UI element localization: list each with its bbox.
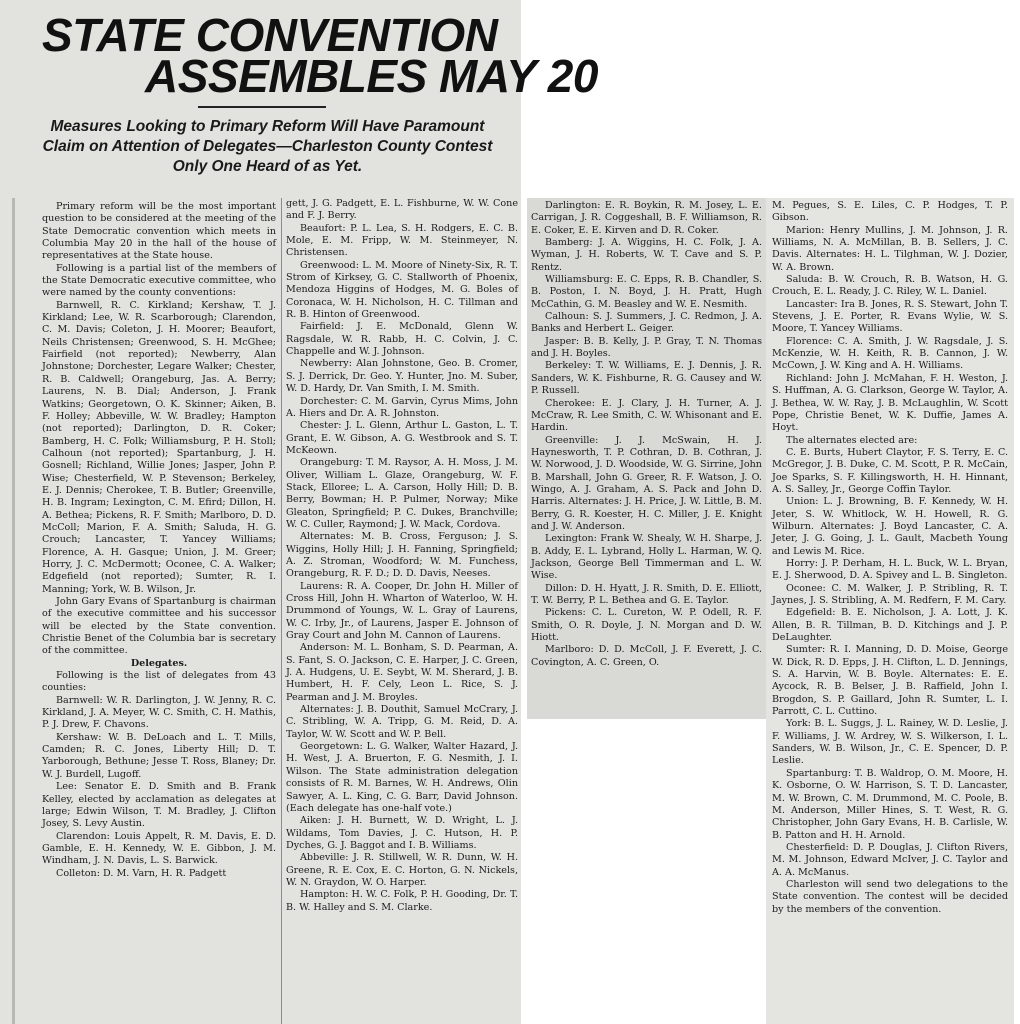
paragraph: Fairfield: J. E. McDonald, Glenn W. Ragsdale, W. R. Rabb, H. C. Colvin, J. C. Chappelle and W. J. Johnson. (286, 321, 518, 358)
paragraph: Greenville: J. J. McSwain, H. J. Haynesworth, T. P. Cothran, D. B. Cothran, J. W. Norwood, J. D. Woodside, W. G. Sirrine, John B. Marshall, John G. Greer, R. F. Watson, J. O. Wingo, A. J. Graham, A. S. Pack and John D. Harris. Alternates: J. H. Price, J. W. Little, B. M. Berry, G. R. Koester, H. C. Miller, J. E. Knight and J. W. Anderson. (531, 434, 762, 532)
paragraph: Saluda: B. W. Crouch, R. B. Watson, H. G. Crouch, E. L. Ready, J. C. Riley, W. L. Daniel. (772, 274, 1008, 298)
paragraph: Following is a partial list of the members of the State Democratic executive committee, who were named by the county conventions: (42, 262, 276, 299)
paragraph: Spartanburg: T. B. Waldrop, O. M. Moore, H. K. Osborne, O. W. Harrison, S. T. D. Lancaster, M. W. Brown, C. M. Drummond, M. C. Poole, B. M. Anderson, Miller Hines, S. T. West, R. G. Christopher, John Gary Evans, H. B. Carlisle, W. B. Patton and H. H. Arnold. (772, 767, 1008, 841)
paragraph: Hampton: H. W. C. Folk, P. H. Gooding, Dr. T. B. W. Halley and S. M. Clarke. (286, 889, 518, 913)
paragraph: Colleton: D. M. Varn, H. R. Padgett (56, 867, 227, 879)
paragraph: Sumter: R. I. Manning, D. D. Moise, George W. Dick, R. D. Epps, J. H. Clifton, L. D. Jennings, S. A. Harvin, W. B. Boyle. Alternates: E. E. Aycock, R. B. Belser, J. B. Raffield, John I. Brogdon, S. P. Gaillard, John R. Sumter, L. I. Parrott, C. L. Cuttino. (772, 644, 1008, 718)
paragraph: Charleston will send two delegations to the State convention. The contest will be decided by the members of the convention. (772, 878, 1008, 915)
paragraph: York: B. L. Suggs, J. L. Rainey, W. D. Leslie, J. F. Williams, J. W. Ardrey, W. S. Wilkerson, I. L. Sanders, W. B. Wilson, Jr., C. E. Spencer, D. P. Leslie. (772, 718, 1008, 767)
paragraph: Greenwood: L. M. Moore of Ninety-Six, R. T. Strom of Kirksey, G. C. Stallworth of Phoenix, Mendoza Higgins of Hodges, M. G. Boles of Coronaca, W. H. Nicholson, H. C. Tillman and R. B. Hinton of Greenwood. (286, 259, 518, 321)
paragraph: Dillon: D. H. Hyatt, J. R. Smith, D. E. Elliott, T. W. Berry, P. L. Bethea and G. E. Taylor. (531, 582, 762, 606)
paragraph: Williamsburg: E. C. Epps, R. B. Chandler, S. B. Poston, I. N. Boyd, J. H. Pratt, Hugh McCathin, G. M. Beasley and W. E. Nesmith. (531, 274, 762, 310)
paragraph: Abbeville: J. R. Stillwell, W. R. Dunn, W. H. Greene, R. E. Cox, E. C. Horton, G. N. Nickels, W. N. Graydon, W. O. Harper. (286, 852, 518, 888)
paragraph: Bamberg: J. A. Wiggins, H. C. Folk, J. A. Wyman, J. H. Roberts, W. T. Cave and S. P. Rentz. (531, 237, 762, 273)
section-heading: Delegates. (130, 657, 188, 669)
paragraph: Horry: J. P. Derham, H. L. Buck, W. L. Bryan, E. J. Sherwood, D. A. Spivey and L. B. Singleton. (772, 557, 1008, 582)
paragraph: Dorchester: C. M. Garvin, Cyrus Mims, John A. Hiers and Dr. A. R. Johnston. (286, 395, 518, 419)
paragraph: C. E. Burts, Hubert Claytor, F. S. Terry, E. C. McGregor, J. B. Duke, C. M. Scott, P. R. McCain, Joe Sparks, S. F. Killingsworth, H. H. Hinnant, A. S. Salley, Jr., George Coffin Taylor. (772, 446, 1008, 495)
paragraph: Alternates: J. B. Douthit, Samuel McCrary, J. C. Stribling, W. A. Tripp, G. M. Reid, D. A. Taylor, W. W. Scott and W. P. Bell. (286, 704, 518, 740)
article-column-1 (42, 201, 276, 1024)
headline-line-2: ASSEMBLES MAY 20 (145, 50, 598, 102)
paragraph: Lancaster: Ira B. Jones, R. S. Stewart, John T. Stevens, J. E. Porter, R. Evans Wylie, W. S. Moore, T. Yancey Williams. (772, 298, 1008, 335)
paragraph: M. Pegues, S. E. Liles, C. P. Hodges, T. P. Gibson. (772, 200, 1008, 224)
paragraph: Richland: John J. McMahan, F. H. Weston, J. S. Huffman, A. G. Clarkson, George W. Taylor, A. J. Bethea, W. W. Ray, J. B. McLaughlin, W. Scott Pope, Christie Benet, W. K. Duffie, James A. Hoyt. (772, 372, 1008, 434)
headline-line-1: STATE CONVENTION (42, 9, 498, 61)
paragraph: gett, J. G. Padgett, E. L. Fishburne, W. W. Cone and F. J. Berry. (286, 198, 518, 222)
paragraph: Darlington: E. R. Boykin, R. M. Josey, L. E. Carrigan, J. R. Coggeshall, B. F. Williamson, R. E. Coker, E. E. Kirven and D. R. Coker. (531, 200, 762, 236)
paragraph: Chester: J. L. Glenn, Arthur L. Gaston, L. T. Grant, E. W. Gibson, A. G. Westbrook and S. T. McKeown. (286, 420, 518, 456)
paragraph: Anderson: M. L. Bonham, S. D. Pearman, A. S. Fant, S. O. Jackson, C. E. Harper, J. C. Green, J. A. Hudgens, U. E. Seybt, W. M. Sherard, J. B. Humbert, H. F. Cely, Leon L. Rice, S. J. Pearman and J. M. Broyles. (286, 642, 518, 703)
paragraph: Clarendon: Louis Appelt, R. M. Davis, E. D. Gamble, E. H. Kennedy, W. E. Gibbon, J. M. Windham, J. N. Davis, L. S. Barwick. (42, 830, 276, 867)
paragraph: Barnwell, R. C. Kirkland; Kershaw, T. J. Kirkland; Lee, W. R. Scarborough; Clarendon, C. M. Davis; Coleton, J. H. Moorer; Beaufort, Neils Christensen; Greenwood, S. H. McGhee; Fairfield (not reported); Newberry, Alan Johnstone; Dorchester, Legare Walker; Chester, R. B. Caldwell; Orangeburg, Jas. A. Berry; Laurens, N. B. Dial; Anderson, J. Frank Watkins; Georgetown, O. K. Skinner; Aiken, B. F. Holley; Abbeville, W. W. Bradley; Hampton (not reported); Darlington, D. R. Coker; Bamberg, H. C. Folk; Williamsburg, P. H. Stoll; Calhoun (not reported); Spartanburg, J. H. Gosnell; Richland, Willie Jones; Jasper, John P. Wise; Chesterfield, W. P. Stevenson; Berkeley, E. J. Dennis; Cherokee, T. B. Butler; Greenville, H. B. Ingram; Lexington, C. M. Efird; Dillon, H. A. Bethea; Pickens, R. F. Smith; Marlboro, D. D. McColl; Marion, F. A. Smith; Saluda, H. G. Crouch; Lancaster, T. Yancey Williams; Florence, A. H. Gasque; Union, J. M. Greer; Horry, J. C. McDermott; Oconee, C. A. Walker; Edgefield (not reported); Sumter, R. I. Manning; York, W. B. Wilson, Jr. (42, 299, 276, 595)
paragraph: Laurens: R. A. Cooper, Dr. John H. Miller of Cross Hill, John H. Wharton of Waterloo, W. H. Drummond of Youngs, W. L. Gray of Laurens, W. C. Irby, Jr., of Laurens, Jasper E. Johnson of Gray Court and John M. Cannon of Laurens. (286, 580, 518, 642)
headline-divider (198, 106, 326, 108)
paragraph: Following is the list of delegates from 43 counties: (42, 670, 276, 694)
paragraph: Barnwell: W. R. Darlington, J. W. Jenny, R. C. Kirkland, J. A. Meyer, W. C. Smith, C. H. Mathis, P. J. Drew, F. Chavons. (42, 694, 276, 731)
article-column-2 (286, 198, 518, 1024)
article-clipping-right (766, 198, 1014, 1024)
article-column-4 (772, 200, 1008, 1022)
paragraph: Chesterfield: D. P. Douglas, J. Clifton Rivers, M. M. Johnson, Edward McIver, J. C. Taylor and A. A. McManus. (772, 841, 1008, 878)
paragraph: Orangeburg: T. M. Raysor, A. H. Moss, J. M. Oliver, William L. Glaze, Orangeburg, W. F. Stack, Elloree; L. A. Carson, Holly Hill; D. B. Berry, Bowman; H. P. Pulmer, Norway; Mike Gleaton, Springfield; P. C. Dukes, Branchville; W. C. Culler, Raymond; J. W. Mack, Cordova. (286, 457, 518, 530)
paragraph: Florence: C. A. Smith, J. W. Ragsdale, J. S. McKenzie, W. H. Keith, R. B. Cannon, J. W. McCown, J. W. King and A. H. Williams. (772, 335, 1008, 372)
paragraph: Kershaw: W. B. DeLoach and L. T. Mills, Camden; R. C. Jones, Liberty Hill; D. T. Yarborough, Bethune; Jesse T. Ross, Blaney; Dr. W. J. Burdell, Lugoff. (42, 731, 276, 780)
paragraph: Calhoun: S. J. Summers, J. C. Redmon, J. A. Banks and Herbert L. Geiger. (531, 311, 762, 335)
page-fold-shadow (12, 198, 15, 1024)
paragraph: The alternates elected are: (786, 434, 918, 446)
paragraph: Aiken: J. H. Burnett, W. D. Wright, L. J. Wildams, Tom Davies, J. C. Hutson, H. P. Dyches, G. J. Baggot and I. B. Williams. (286, 815, 518, 851)
paragraph: Union: L. J. Browning, B. F. Kennedy, W. H. Jeter, S. W. Whitlock, W. H. Howell, R. G. Wilburn. Alternates: J. Boyd Lancaster, C. A. Jeter, J. G. Going, J. L. Gault, Macbeth Young and Lewis M. Rice. (772, 496, 1008, 557)
paragraph: Pickens: C. L. Cureton, W. P. Odell, R. F. Smith, O. R. Doyle, J. N. Morgan and D. W. Hiott. (531, 607, 762, 644)
paragraph: Georgetown: L. G. Walker, Walter Hazard, J. H. West, J. A. Bruerton, F. G. Nesmith, J. I. Wilson. The State administration delegation consists of R. M. Barnes, W. H. Andrews, Olin Sawyer, A. L. King, C. G. Barr, David Johnson. (Each delegate has one-half vote.) (286, 741, 518, 814)
paragraph: Oconee: C. M. Walker, J. P. Stribling, R. T. Jaynes, J. S. Stribling, A. M. Redfern, F. M. Cary. (772, 582, 1008, 606)
paragraph: Cherokee: E. J. Clary, J. H. Turner, A. J. McCraw, R. Lee Smith, C. W. Whisonant and E. Hardin. (531, 397, 762, 434)
paragraph: Jasper: B. B. Kelly, J. P. Gray, T. N. Thomas and J. H. Boyles. (531, 335, 762, 360)
subheadline-deck: Measures Looking to Primary Reform Will Have Paramount Claim on Attention of Delegates—Charleston County Contest Only One Heard of as Yet. (42, 118, 493, 175)
paragraph: Beaufort: P. L. Lea, S. H. Rodgers, E. C. B. Mole, E. M. Fripp, W. M. Steinmeyer, N. Christensen. (286, 222, 518, 259)
paragraph: Marion: Henry Mullins, J. M. Johnson, J. R. Williams, N. A. McMillan, B. B. Sellers, J. C. Davis. Alternates: H. L. Tilghman, W. J. Dozier, W. A. Brown. (772, 224, 1008, 273)
paragraph: Marlboro: D. D. McColl, J. F. Everett, J. C. Covington, A. C. Green, O. (531, 644, 762, 668)
paragraph: Lexington: Frank W. Shealy, W. H. Sharpe, J. B. Addy, E. L. Lybrand, Holly L. Harman, W. Q. Jackson, George Bell Timmerman and L. W. Wise. (531, 533, 762, 582)
paragraph: John Gary Evans of Spartanburg is chairman of the executive committee and his successor will be elected by the State convention. Christie Benet of the Columbia bar is secretary of the committee. (42, 596, 276, 657)
paragraph: Primary reform will be the most important question to be considered at the meeting of the State Democratic convention which meets in Columbia May 20 in the hall of the house of representatives at the State house. (42, 201, 276, 262)
paragraph: Berkeley: T. W. Williams, E. J. Dennis, J. R. Sanders, W. K. Fishburne, R. G. Causey and W. P. Russell. (531, 360, 762, 397)
article-clipping-middle (527, 198, 766, 719)
paragraph: Edgefield: B. E. Nicholson, J. A. Lott, J. K. Allen, B. R. Tillman, B. D. Kitchings and J. P. DeLaughter. (772, 607, 1008, 644)
column-rule (281, 198, 282, 1024)
article-column-3 (531, 200, 762, 717)
paragraph: Lee: Senator E. D. Smith and B. Frank Kelley, elected by acclamation as delegates at large; Edwin Wilson, T. M. Bradley, J. Clifton Josey, S. Levy Austin. (42, 781, 276, 830)
paragraph: Newberry: Alan Johnstone, Geo. B. Cromer, S. J. Derrick, Dr. Geo. Y. Hunter, Jno. M. Suber, W. D. Hardy, Dr. Van Smith, I. M. Smith. (286, 358, 518, 395)
paragraph: Alternates: M. B. Cross, Ferguson; J. S. Wiggins, Holly Hill; J. H. Fanning, Springfield; A. Z. Stroman, Woodford; W. M. Funchess, Orangeburg, R. F. D.; D. D. Davis, Neeses. (286, 531, 518, 580)
